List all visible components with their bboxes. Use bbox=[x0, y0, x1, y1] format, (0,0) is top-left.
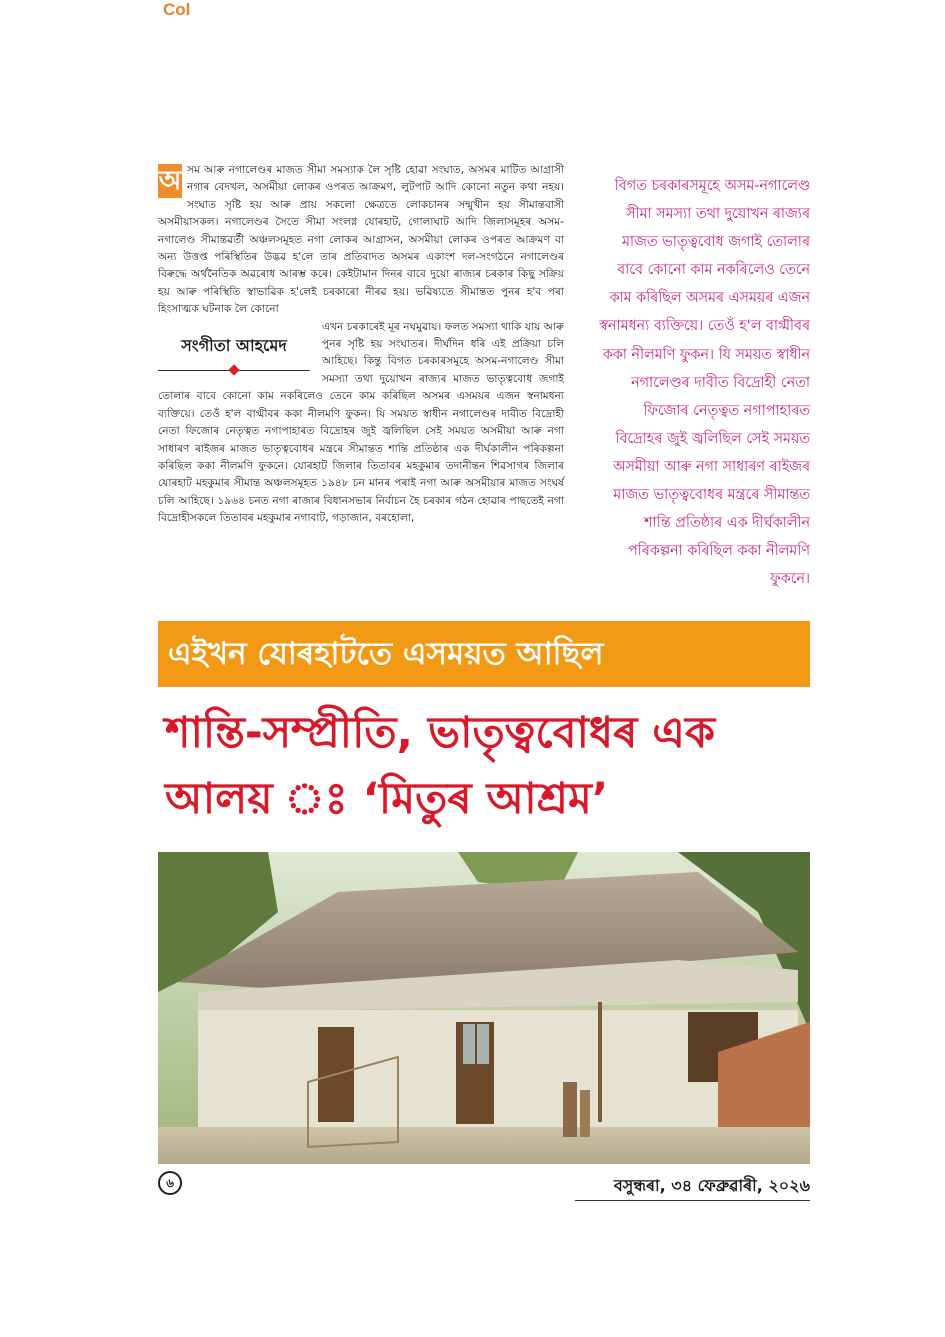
author-name: সংগীতা আহমেদ bbox=[158, 325, 310, 371]
corner-label: Col bbox=[163, 0, 191, 19]
house-photo bbox=[158, 852, 810, 1164]
footer-rule bbox=[575, 1200, 810, 1201]
pull-quote bbox=[598, 172, 810, 593]
kicker-banner: এইখন যোৰহাটতে এসময়ত আছিল bbox=[158, 621, 810, 687]
page-number: ৬ bbox=[158, 1171, 182, 1195]
byline bbox=[158, 325, 310, 374]
article-para-2: এখন চৰকাৰেই মূৰ নঘমুৱায়। ফলত সমস্যা থাকি যায় আৰু পুনৰ সৃষ্টি হয় সংঘাতৰ। দীৰ্ঘদিন ধৰি এই প্ৰক্ৰিয়া চলি আহিছে। কিন্তু বিগত চৰকাৰসমূহে অসম-নগালেণ্ড সীমা সমস্যা তথা দুয়োখন ৰাজ্যৰ মাজত ভাতৃত্ববোধ জগাই তোলাৰ বাবে কোনো কাম নকৰিলেও তেনে কাম কৰিছিল অসমৰ এসময়ৰ এজন স্বনামধন্য ব্যক্তিয়ে। তেওঁ হ'ল বাগ্মীবৰ ককা নীলমণি ফুকন। যি সময়ত স্বাধীন নগালেণ্ডৰ দাবীত বিদ্ৰোহী নেতা ফিজোৰ নেতৃত্বত নগাপাহাৰত বিদ্ৰোহৰ জুই জ্বলিছিল সেই সময়ত অসমীয়া আৰু নগা সাধাৰণ ৰাইজৰ মাজত ভাতৃত্ববোধৰ মন্ত্ৰৰে সীমান্তত শান্তি প্ৰতিষ্ঠাৰ এক দীৰ্ঘকালীন পৰিকল্পনা কৰিছিল ককা নীলমণি ফুকনে। যোৰহাট জিলাৰ তিতাবৰ মহকুমাৰ তদানীন্তন শিৱসাগৰ জিলাৰ যোৰহাট মহকুমাৰ সীমান্ত অঞ্চলসমূহত ১৯৪৮ চন মানৰ পৰাই নগা আৰু অসমীয়াৰ মাজত সংঘৰ্ষ চলি আহিছে। ১৯৬৪ চনত নগা ৰাজ্যৰ বিধানসভাৰ নিৰ্বাচন হৈ চৰকাৰ গঠন হোৱাৰ পাছতেই নগা বিদ্ৰোহীসকলে তিতাবৰ মহকুমাৰ নগাবাট, গড়াজান, বৰহোলা, bbox=[158, 320, 564, 525]
article-photo bbox=[158, 852, 810, 1164]
headline: শান্তি-সম্প্ৰীতি, ভাতৃত্ববোধৰ এক আলয় ঃ ‘মিতুৰ আশ্ৰম’ bbox=[165, 708, 716, 824]
dropcap: অ bbox=[158, 166, 182, 196]
pull-quote-text: বিগত চৰকাৰসমূহে অসম-নগালেণ্ড সীমা সমস্যা তথা দুয়োখন ৰাজ্যৰ মাজত ভাতৃত্ববোধ জগাই তোলাৰ বাবে কোনো কাম নকৰিলেও তেনে কাম কৰিছিল অসমৰ এসময়ৰ এজন স্বনামধন্য ব্যক্তিয়ে। তেওঁ হ'ল বাগ্মীবৰ ককা নীলমণি ফুকন। যি সময়ত স্বাধীন নগালেণ্ডৰ দাবীত বিদ্ৰোহী নেতা ফিজোৰ নেতৃত্বত নগাপাহাৰত বিদ্ৰোহৰ জুই জ্বলিছিল সেই সময়ত অসমীয়া আৰু নগা সাধাৰণ ৰাইজৰ মাজত ভাতৃত্ববোধৰ মন্ত্ৰৰে সীমান্তত শান্তি প্ৰতিষ্ঠাৰ এক দীৰ্ঘকালীন পৰিকল্পনা কৰিছিল ককা নীলমণি ফুকনে। bbox=[599, 178, 810, 588]
article-body bbox=[158, 162, 564, 528]
footer-publication: বসুন্ধৰা, ৩৪ ফেব্ৰুৱাৰী, ২০২৬ bbox=[613, 1176, 810, 1195]
article-para-1: সম আৰু নগালেণ্ডৰ মাজত সীমা সমস্যাক লৈ সৃষ্টি হোৱা সংঘাত, অসমৰ মাটিত আগ্ৰাসী নগাৰ বেদখল, অসমীয়া লোকৰ ওপৰত আক্ৰমণ, লুটপাট আদি কোনো নতুন কথা নহয়। সংঘাত সৃষ্টি হয় আৰু প্ৰায় সকলো ক্ষেত্ৰতে লোকচানৰ সন্মুখীন হয় সীমান্তবাসী অসমীয়াসকল। নগালেণ্ডৰ সৈতে সীমা সংলগ্ন যোৰহাট, গোলাঘাট আদি জিলাসমূহৰ অসম-নগালেণ্ড সীমান্তৱৰ্তী অঞ্চলসমূহত নগা লোকৰ আগ্ৰাসন, অসমীয়া লোকৰ ওপৰত আক্ৰমণ বা অন্য উত্তপ্ত পৰিস্থিতিৰ উদ্ভৱ হ'লে তাৰ প্ৰতিবাদত অসমৰ একাংশ দল-সংগঠনে নগালেণ্ডৰ বিৰুদ্ধে অৰ্থনৈতিক অৱৰোধ আৰম্ভ কৰে। কেইটামান দিনৰ বাবে দুয়ো ৰাজ্যৰ চৰকাৰ কিছু সক্ৰিয় হয় আৰু পৰিস্থিতি স্বাভাৱিক হ'লেই চৰকাৰো নীৰৱ হয়। ভৱিষ্যতে সীমান্তত পুনৰ হ'ব পৰা হিংসাত্মক ঘটনাক লৈ কোনো bbox=[158, 164, 564, 316]
